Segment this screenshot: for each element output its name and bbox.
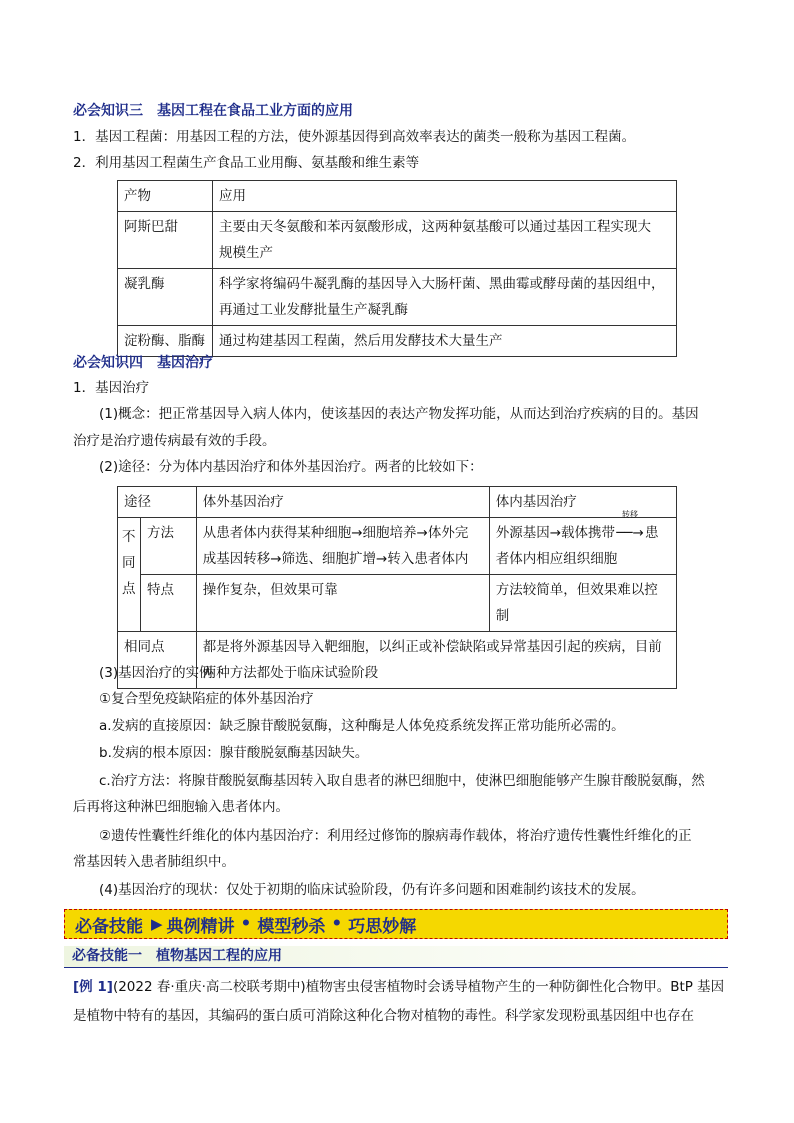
banner-dot: • (331, 914, 343, 934)
diff-label (118, 518, 141, 632)
feature-invivo: 方法较简单，但效果难以控制 (489, 575, 676, 632)
cell-line: 外源基因→载体携带 (495, 525, 616, 541)
section3-heading: 必会知识三 基因工程在食品工业方面的应用 (73, 103, 353, 119)
same-content (196, 632, 676, 689)
example1-c-line2: 后再将这种淋巴细胞输入患者体内。 (73, 799, 289, 815)
table-row (118, 212, 677, 269)
example2-line2: 常基因转入患者肺组织中。 (73, 854, 235, 870)
cell-line: 者体内相应组织细胞 (495, 551, 618, 567)
method-label: 方法 (141, 518, 197, 575)
cell-line: 都是将外源基因导入靶细胞，以纠正或补偿缺陷或异常基因引起的疾病，目前 (202, 639, 662, 655)
feature-label: 特点 (141, 575, 197, 632)
cell-line: 科学家将编码牛凝乳酶的基因导入大肠杆菌、黑曲霉或酵母菌的基因组中， (219, 276, 665, 292)
transfer-arrow: 转移 ──→ (616, 510, 644, 541)
concept-line2: 治疗是治疗遗传病最有效的手段。 (73, 433, 276, 449)
diff-char: 同 (122, 555, 136, 571)
food-enzyme-table (117, 180, 677, 357)
table-row (118, 326, 677, 357)
header-invivo: 体内基因治疗 (489, 487, 676, 518)
cell-line: 从患者体内获得某种细胞→细胞培养→体外完 (202, 525, 469, 541)
cell-line: 主要由天冬氨酸和苯丙氨酸形成，这两种氨基酸可以通过基因工程实现大 (219, 219, 651, 235)
table-cell-product: 淀粉酶、脂酶 (118, 326, 213, 357)
cell-line: 两种方法都处于临床试验阶段 (202, 665, 379, 681)
table-cell-product: 阿斯巴甜 (118, 212, 213, 269)
section4-item1: 1．基因治疗 (73, 380, 150, 396)
table-row (118, 181, 677, 212)
table-cell-application (213, 212, 677, 269)
example1-title: ①复合型免疫缺陷症的体外基因治疗 (99, 691, 314, 707)
skills-banner (64, 909, 728, 939)
feature-invitro: 操作复杂，但效果可靠 (196, 575, 489, 632)
method-invitro (196, 518, 489, 575)
section3-item1: 1．基因工程菌：用基因工程的方法，使外源基因得到高效率表达的菌类一般称为基因工程菌。 (73, 129, 636, 145)
diff-char: 不 (122, 529, 136, 545)
status-line: (4)基因治疗的现状：仅处于初期的临床试验阶段，仍有许多问题和困难制约该技术的发展。 (99, 882, 645, 898)
example2-line1: ②遗传性囊性纤维化的体内基因治疗：利用经过修饰的腺病毒作载体，将治疗遗传性囊性纤维化的正 (99, 828, 692, 844)
gene-therapy-table (117, 486, 677, 689)
banner-title: 必备技能 (75, 916, 143, 937)
header-path: 途径 (118, 487, 197, 518)
cell-line: 规模生产 (219, 245, 273, 261)
table-header-product: 产物 (118, 181, 213, 212)
transfer-label: 转移 (622, 510, 639, 519)
example-text: (2022 春·重庆·高二校联考期中)植物害虫侵害植物时会诱导植物产生的一种防御性化合物甲。BtP 基因 (112, 979, 725, 995)
same-label: 相同点 (118, 632, 197, 689)
approach-line: (2)途径：分为体内基因治疗和体外基因治疗。两者的比较如下： (99, 459, 483, 475)
example1-b: b.发病的根本原因：腺苷酸脱氨酶基因缺失。 (99, 745, 369, 761)
table-row (118, 575, 677, 632)
header-invitro: 体外基因治疗 (196, 487, 489, 518)
table-cell-product: 凝乳酶 (118, 269, 213, 326)
concept-line1: (1)概念：把正常基因导入病人体内，使该基因的表达产物发挥功能，从而达到治疗疾病的目的。基因 (99, 406, 699, 422)
section4-heading: 必会知识四 基因治疗 (73, 355, 213, 371)
example1-c-line1: c.治疗方法：将腺苷酸脱氨酶基因转入取自患者的淋巴细胞中，使淋巴细胞能够产生腺苷酸脱氨酶，然 (99, 773, 705, 789)
table-cell-application: 通过构建基因工程菌，然后用发酵技术大量生产 (213, 326, 677, 357)
table-row (118, 269, 677, 326)
cell-line: 患 (645, 525, 659, 541)
table-header-application: 应用 (213, 181, 677, 212)
cell-line: 再通过工业发酵批量生产凝乳酶 (219, 302, 408, 318)
banner-dot: • (240, 914, 252, 934)
table-row (118, 487, 677, 518)
diff-char: 点 (122, 581, 136, 597)
banner-part2: 模型秒杀 (257, 916, 326, 937)
method-invivo (489, 510, 676, 575)
table-cell-application (213, 269, 677, 326)
examples-line: (3)基因治疗的实例 (99, 665, 213, 681)
example-question-line2: 是植物中特有的基因，其编码的蛋白质可消除这种化合物对植物的毒性。科学家发现粉虱基因组中也存在 (73, 1008, 694, 1024)
example-question-line1 (73, 977, 724, 997)
cell-line: 成基因转移→筛选、细胞扩增→转入患者体内 (202, 551, 469, 567)
play-arrow-icon: ▶ (151, 915, 163, 933)
banner-part1: 典例精讲 (166, 916, 235, 937)
example-label: [例 1] (73, 979, 113, 995)
example1-a: a.发病的直接原因：缺乏腺苷酸脱氨酶，这种酶是人体免疫系统发挥正常功能所必需的。 (99, 718, 625, 734)
section3-item2: 2．利用基因工程菌生产食品工业用酶、氨基酸和维生素等 (73, 155, 420, 171)
skill1-heading: 必备技能一 植物基因工程的应用 (64, 946, 728, 968)
table-row (118, 518, 677, 575)
banner-part3: 巧思妙解 (348, 916, 417, 937)
